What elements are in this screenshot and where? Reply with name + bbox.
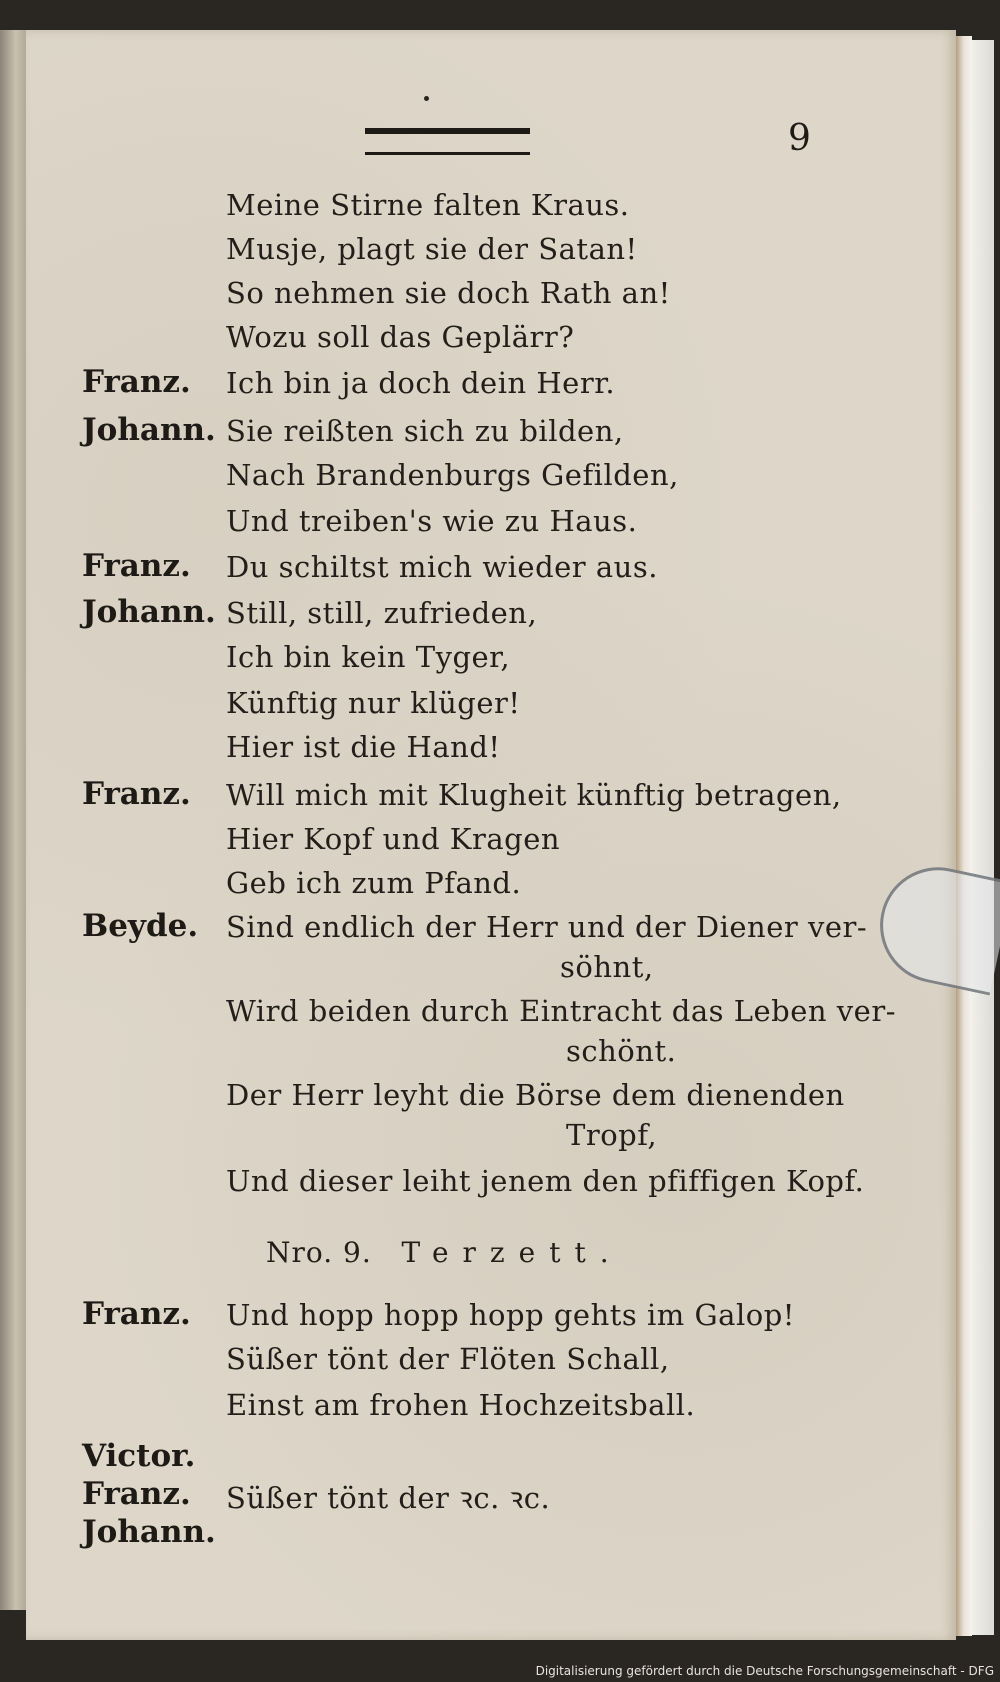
verse-line-continuation: schönt. [566,1034,677,1068]
page-stack-edge [956,36,972,1636]
speaker-label: Victor. [82,1438,196,1474]
speaker-label: Franz. [82,364,191,400]
verse-line: Wozu soll das Geplärr? [226,320,575,354]
verse-line: Meine Stirne falten Kraus. [226,188,630,222]
speaker-label: Franz. [82,1296,191,1332]
verse-line: Einst am frohen Hochzeitsball. [226,1388,696,1422]
verse-line: Sind endlich der Herr und der Diener ver- [226,910,868,944]
header-ornament-rule [365,128,530,155]
speaker-label: Franz. [82,548,191,584]
section-title: Terzett. [401,1236,623,1269]
verse-line: Süßer tönt der ꝛc. ꝛc. [226,1481,551,1515]
verse-line: Der Herr leyht die Börse dem dienenden [226,1078,845,1112]
verse-line: Und hopp hopp hopp gehts im Galop! [226,1298,795,1332]
speaker-label: Johann. [82,412,216,448]
section-heading [266,1236,623,1269]
page-number: 9 [788,118,811,159]
verse-line: Musje, plagt sie der Satan! [226,232,638,266]
left-page-edge [0,30,26,1610]
footer-credit: Digitalisierung gefördert durch die Deutsche Forschungsgemeinschaft - DFG [535,1664,994,1678]
speaker-label: Beyde. [82,908,199,944]
verse-line: Sie reißten sich zu bilden, [226,414,624,448]
verse-line: Hier ist die Hand! [226,730,501,764]
verse-line: Geb ich zum Pfand. [226,866,522,900]
speaker-label: Johann. [82,1514,216,1550]
verse-line: Still, still, zufrieden, [226,596,538,630]
verse-line-continuation: söhnt, [560,950,654,984]
verse-line: So nehmen sie doch Rath an! [226,276,671,310]
ornament-dot [424,96,429,101]
verse-line: Ich bin ja doch dein Herr. [226,366,616,400]
speaker-label: Franz. [82,1476,191,1512]
verse-line: Ich bin kein Tyger, [226,640,511,674]
section-number: Nro. 9. [266,1236,372,1269]
speaker-label: Franz. [82,776,191,812]
verse-line: Und treiben's wie zu Haus. [226,504,638,538]
verse-line: Und dieser leiht jenem den pfiffigen Kopf. [226,1164,865,1198]
verse-line-continuation: Tropf, [566,1118,658,1152]
verse-line: Du schiltst mich wieder aus. [226,550,658,584]
verse-line: Will mich mit Klugheit künftig betragen, [226,778,842,812]
verse-line: Wird beiden durch Eintracht das Leben ver- [226,994,897,1028]
verse-line: Künftig nur klüger! [226,686,521,720]
verse-line: Nach Brandenburgs Gefilden, [226,458,679,492]
verse-line: Hier Kopf und Kragen [226,822,561,856]
speaker-label: Johann. [82,594,216,630]
verse-line: Süßer tönt der Flöten Schall, [226,1342,670,1376]
page-stack-edge-outer [972,40,994,1635]
